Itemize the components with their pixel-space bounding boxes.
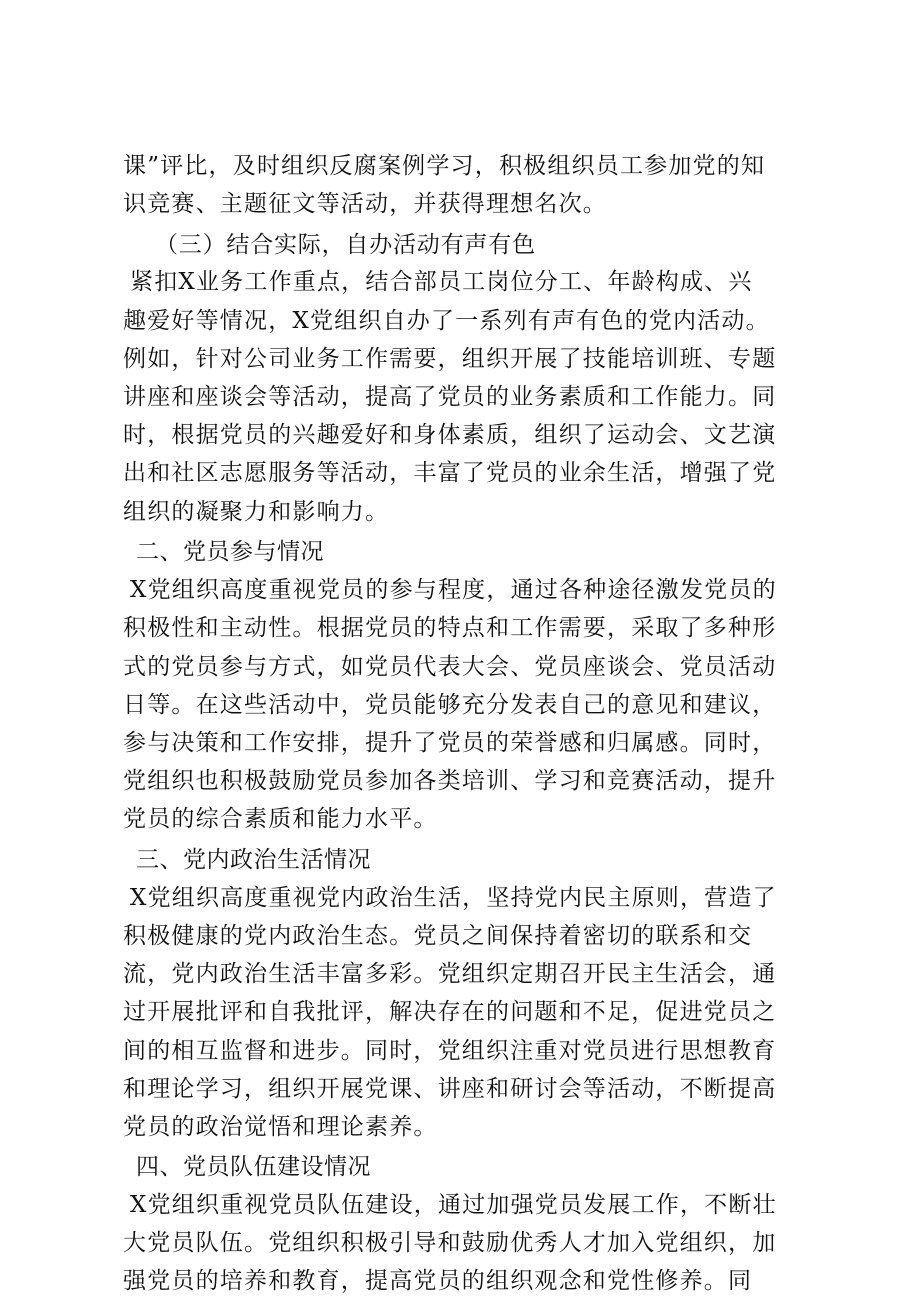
section-heading: 四、党员队伍建设情况: [136, 1154, 371, 1180]
paragraph-line: 例如，针对公司业务工作需要，组织开展了技能培训班、专题: [123, 346, 777, 372]
paragraph-line: 时，根据党员的兴趣爱好和身体素质，组织了运动会、文艺演: [123, 422, 777, 448]
paragraph-line: 日等。在这些活动中，党员能够充分发表自己的意见和建议，: [123, 692, 777, 718]
section-heading: 三、党内政治生活情况: [136, 847, 371, 873]
paragraph-line: 过开展批评和自我批评，解决存在的问题和不足，促进党员之: [123, 999, 777, 1025]
paragraph-line: 间的相互监督和进步。同时，党组织注重对党员进行思想教育: [123, 1038, 777, 1064]
paragraph-line: 识竞赛、主题征文等活动，并获得理想名次。: [123, 191, 607, 217]
paragraph-line: 式的党员参与方式，如党员代表大会、党员座谈会、党员活动: [123, 654, 777, 680]
paragraph-line: 讲座和座谈会等活动，提高了党员的业务素质和工作能力。同: [123, 384, 777, 410]
paragraph-line: 组织的凝聚力和影响力。: [123, 499, 390, 525]
paragraph-line: 趣爱好等情况，X党组织自办了一系列有声有色的党内活动。: [123, 308, 770, 334]
paragraph-line: 参与决策和工作安排，提升了党员的荣誉感和归属感。同时，: [123, 730, 777, 756]
paragraph-line: 课”评比，及时组织反腐案例学习，积极组织员工参加党的知: [123, 153, 766, 179]
paragraph-line: 党组织也积极鼓励党员参加各类培训、学习和竞赛活动，提升: [123, 768, 777, 794]
paragraph-line: 积极性和主动性。根据党员的特点和工作需要，采取了多种形: [123, 615, 777, 641]
paragraph-line: 强党员的培养和教育，提高党员的组织观念和党性修养。同: [123, 1268, 753, 1294]
paragraph-line: 大党员队伍。党组织积极引导和鼓励优秀人才加入党组织，加: [123, 1230, 777, 1256]
paragraph-line: 党员的政治觉悟和理论素养。: [123, 1114, 438, 1140]
paragraph-line: 积极健康的党内政治生态。党员之间保持着密切的联系和交: [123, 923, 753, 949]
paragraph-line: X党组织重视党员队伍建设，通过加强党员发展工作，不断壮: [130, 1192, 777, 1218]
paragraph-line: 党员的综合素质和能力水平。: [123, 806, 438, 832]
paragraph-line: 和理论学习，组织开展党课、讲座和研讨会等活动，不断提高: [123, 1076, 777, 1102]
paragraph-line: X党组织高度重视党员的参与程度，通过各种途径激发党员的: [130, 577, 777, 603]
paragraph-line: X党组织高度重视党内政治生活，坚持党内民主原则，营造了: [130, 885, 777, 911]
section-heading: 二、党员参与情况: [136, 539, 324, 565]
paragraph-line: 出和社区志愿服务等活动，丰富了党员的业余生活，增强了党: [123, 460, 777, 486]
paragraph-line: 流，党内政治生活丰富多彩。党组织定期召开民主生活会，通: [123, 961, 777, 987]
section-subheading: （三）结合实际，自办活动有声有色: [155, 232, 536, 258]
paragraph-line: 紧扣X业务工作重点，结合部员工岗位分工、年龄构成、兴: [130, 269, 753, 295]
